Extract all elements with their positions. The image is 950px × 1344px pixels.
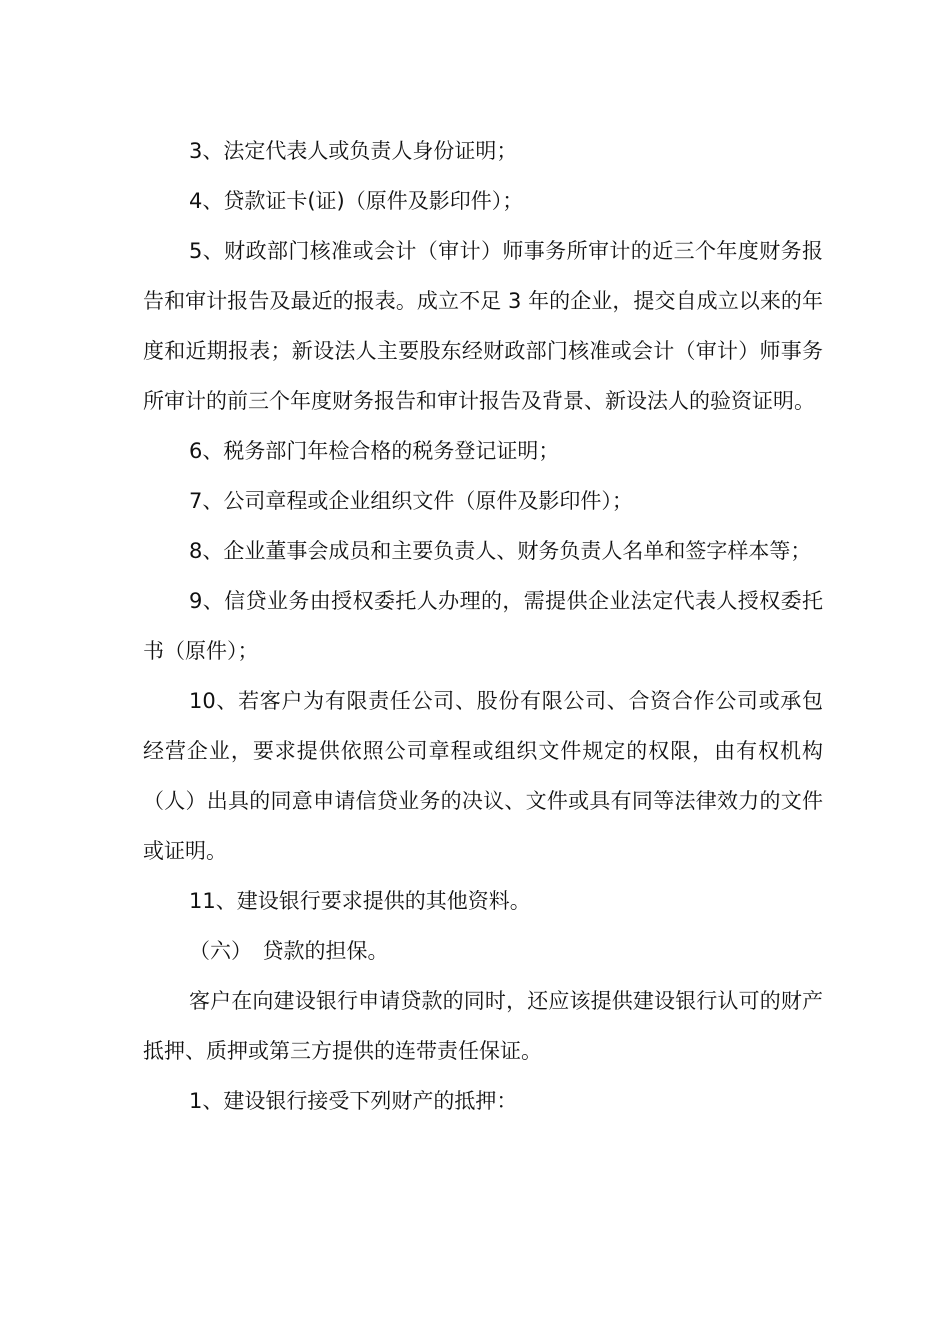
document-body xyxy=(143,126,823,1126)
paragraph-guarantee-requirement: 客户在向建设银行申请贷款的同时，还应该提供建设银行认可的财产抵押、质押或第三方提供的连带责任保证。 xyxy=(143,989,823,1063)
section-heading-loan-guarantee: （六） 贷款的担保。 xyxy=(189,939,389,963)
paragraph-item-8-board-members: 8、企业董事会成员和主要负责人、财务负责人名单和签字样本等； xyxy=(189,539,812,563)
paragraph-item-3-legal-representative: 3、法定代表人或负责人身份证明； xyxy=(189,139,518,163)
paragraph-item-9-authorization: 9、信贷业务由授权委托人办理的，需提供企业法定代表人授权委托书（原件）； xyxy=(143,589,823,663)
paragraph-item-10-resolution: 10、若客户为有限责任公司、股份有限公司、合资合作公司或承包经营企业，要求提供依照公司章程或组织文件规定的权限，由有权机构（人）出具的同意申请信贷业务的决议、文件或具有同等法律效力的文件或证明。 xyxy=(143,689,823,863)
paragraph-item-1-mortgage-property: 1、建设银行接受下列财产的抵押： xyxy=(189,1089,518,1113)
paragraph-item-7-company-charter: 7、公司章程或企业组织文件（原件及影印件）； xyxy=(189,489,633,513)
paragraph-item-6-tax-registration: 6、税务部门年检合格的税务登记证明； xyxy=(189,439,560,463)
paragraph-item-11-other-materials: 11、建设银行要求提供的其他资料。 xyxy=(189,889,531,913)
paragraph-item-4-loan-card: 4、贷款证卡(证)（原件及影印件）； xyxy=(189,189,524,213)
paragraph-item-5-financial-reports: 5、财政部门核准或会计（审计）师事务所审计的近三个年度财务报告和审计报告及最近的报表。成立不足 3 年的企业，提交自成立以来的年度和近期报表；新设法人主要股东经财政部门核准或会计（审计）师事务所审计的前三个年度财务报告和审计报告及背景、新设法人的验资证明。 xyxy=(143,239,823,413)
